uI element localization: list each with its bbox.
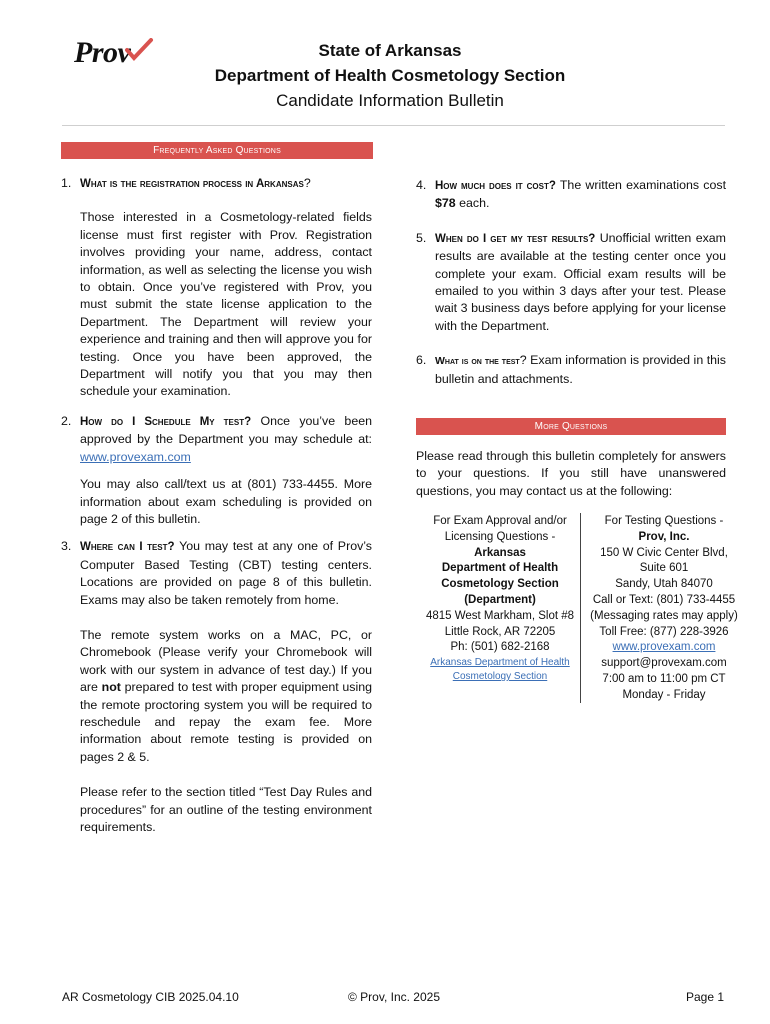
more-questions-banner: More Questions <box>416 418 726 435</box>
prov-contact <box>584 514 744 704</box>
contact-address: Sandy, Utah 84070 <box>615 578 713 591</box>
answer-6: Exam information is provided in this bulletin and attachments. <box>435 353 726 386</box>
prov-logo <box>74 34 154 74</box>
contact-note: (Messaging rates may apply) <box>590 609 738 622</box>
remote-text-a: The remote system works on a MAC, PC, or Chromebook (Please verify your Chromebook will work with our system in advance of test day.) If you are <box>80 627 372 695</box>
question-number: 1. <box>61 176 72 190</box>
faq-question-4 <box>416 177 726 213</box>
question-number: 4. <box>416 178 427 192</box>
logo-text: Prov <box>74 36 131 69</box>
contact-org: Prov, Inc. <box>638 530 690 543</box>
question-title: Where can I test? <box>80 541 175 554</box>
answer-4: The written examinations cost <box>559 178 727 192</box>
contact-address: 4815 West Markham, Slot #8 <box>425 609 575 622</box>
question-number: 2. <box>61 413 72 428</box>
department-contact <box>418 514 582 684</box>
contact-email[interactable]: support@provexam.com <box>601 657 727 670</box>
question-title: What is on the test <box>435 355 520 368</box>
contact-line: For Exam Approval and/or <box>433 515 567 527</box>
contact-hours: 7:00 am to 11:00 pm CT <box>602 672 726 685</box>
header-bulletin: Candidate Information Bulletin <box>276 91 504 110</box>
more-questions-intro: Please read through this bulletin completely for answers to your questions. If you still have unanswered questions, you may contact us at the following: <box>416 449 726 498</box>
contact-address: 150 W Civic Center Blvd, <box>600 546 728 559</box>
footer-page-number: Page 1 <box>686 990 725 1004</box>
question-mark: ? <box>519 353 527 368</box>
question-title: When do I get my test results? <box>435 232 596 245</box>
answer-3-remote <box>80 627 372 766</box>
exam-price: $78 <box>435 196 456 211</box>
provexam-link[interactable]: www.provexam.com <box>80 449 191 464</box>
contact-org: Department of Health <box>441 562 559 575</box>
contact-divider <box>580 513 581 703</box>
footer-doc-id: AR Cosmetology CIB 2025.04.10 <box>62 990 239 1004</box>
answer-3-rules: Please refer to the section titled “Test Day Rules and procedures” for an outline of the testing environment requirements. <box>80 785 372 834</box>
answer-2: Once you’ve been approved by the Department you may schedule at: <box>80 413 372 447</box>
contact-org: (Department) <box>464 593 536 606</box>
header-department: Department of Health Cosmetology Section <box>214 66 566 85</box>
question-title: What is the registration process in Arkansas <box>80 178 304 190</box>
question-mark: ? <box>303 176 311 190</box>
department-link[interactable]: Cosmetology Section <box>452 671 548 683</box>
faq-question-2 <box>61 413 372 466</box>
contact-line: Licensing Questions - <box>444 530 556 543</box>
question-number: 3. <box>61 539 72 554</box>
page-header <box>150 38 630 113</box>
answer-1: Those interested in a Cosmetology-related fields license must first register with Prov. Registration involves providing your name, address, contact information, as well as selecting the license you wish to obtain. Once you’ve registered with Prov, you must submit the state license application to the Department. The Department will review your experience and training and then will approve you for testing. Once you have been approved, the Department will notify you that you may then schedule your examination. <box>80 210 372 399</box>
contact-address: Suite 601 <box>639 562 689 575</box>
remote-text-b: prepared to test with proper equipment using the remote proctoring system you will be required to reschedule and repay the exam fee. More information about remote testing is provided on pages 2 & 5. <box>80 680 372 764</box>
question-title: How do I Schedule My test? <box>80 415 252 428</box>
faq-question-3 <box>61 538 372 609</box>
answer-5: Unofficial written exam results are available at the testing center once you complete your exam. Official exam results will be emailed to you within 3 days after your test. Please wait 3 business days before applying for your license with the Department. <box>435 230 726 333</box>
question-title: How much does it cost? <box>435 180 556 192</box>
contact-phone: Toll Free: (877) 228-3926 <box>599 625 729 638</box>
contact-days: Monday - Friday <box>622 688 706 701</box>
contact-org: Cosmetology Section <box>441 578 559 591</box>
answer-4-end: each. <box>459 196 490 211</box>
answer-2-more: You may also call/text us at (801) 733-4455. More information about exam scheduling is provided on page 2 of this bulletin. <box>80 477 372 526</box>
contact-address: Little Rock, AR 72205 <box>444 625 556 638</box>
right-column <box>416 177 726 388</box>
question-number: 5. <box>416 230 427 245</box>
contact-phone: Ph: (501) 682-2168 <box>450 641 550 654</box>
faq-banner: Frequently Asked Questions <box>61 142 373 159</box>
remote-text-bold: not <box>101 680 121 695</box>
provexam-link[interactable]: www.provexam.com <box>612 641 716 654</box>
department-link[interactable]: Arkansas Department of Health <box>430 657 570 669</box>
faq-question-5 <box>416 230 726 335</box>
faq-question-6 <box>416 352 726 388</box>
header-state: State of Arkansas <box>318 41 462 60</box>
left-column <box>61 175 372 836</box>
footer-copyright: © Prov, Inc. 2025 <box>348 990 440 1004</box>
contact-phone: Call or Text: (801) 733-4455 <box>592 593 736 606</box>
header-divider <box>62 125 725 126</box>
contact-org: Arkansas <box>474 546 526 559</box>
answer-3: You may test at any one of Prov’s Computer Based Testing (CBT) testing centers. Locations are provided on page 8 of this bulletin. Exams may also be taken remotely from home. <box>80 539 373 607</box>
faq-question-1 <box>61 175 372 193</box>
question-number: 6. <box>416 353 427 368</box>
contact-line: For Testing Questions - <box>604 515 724 527</box>
